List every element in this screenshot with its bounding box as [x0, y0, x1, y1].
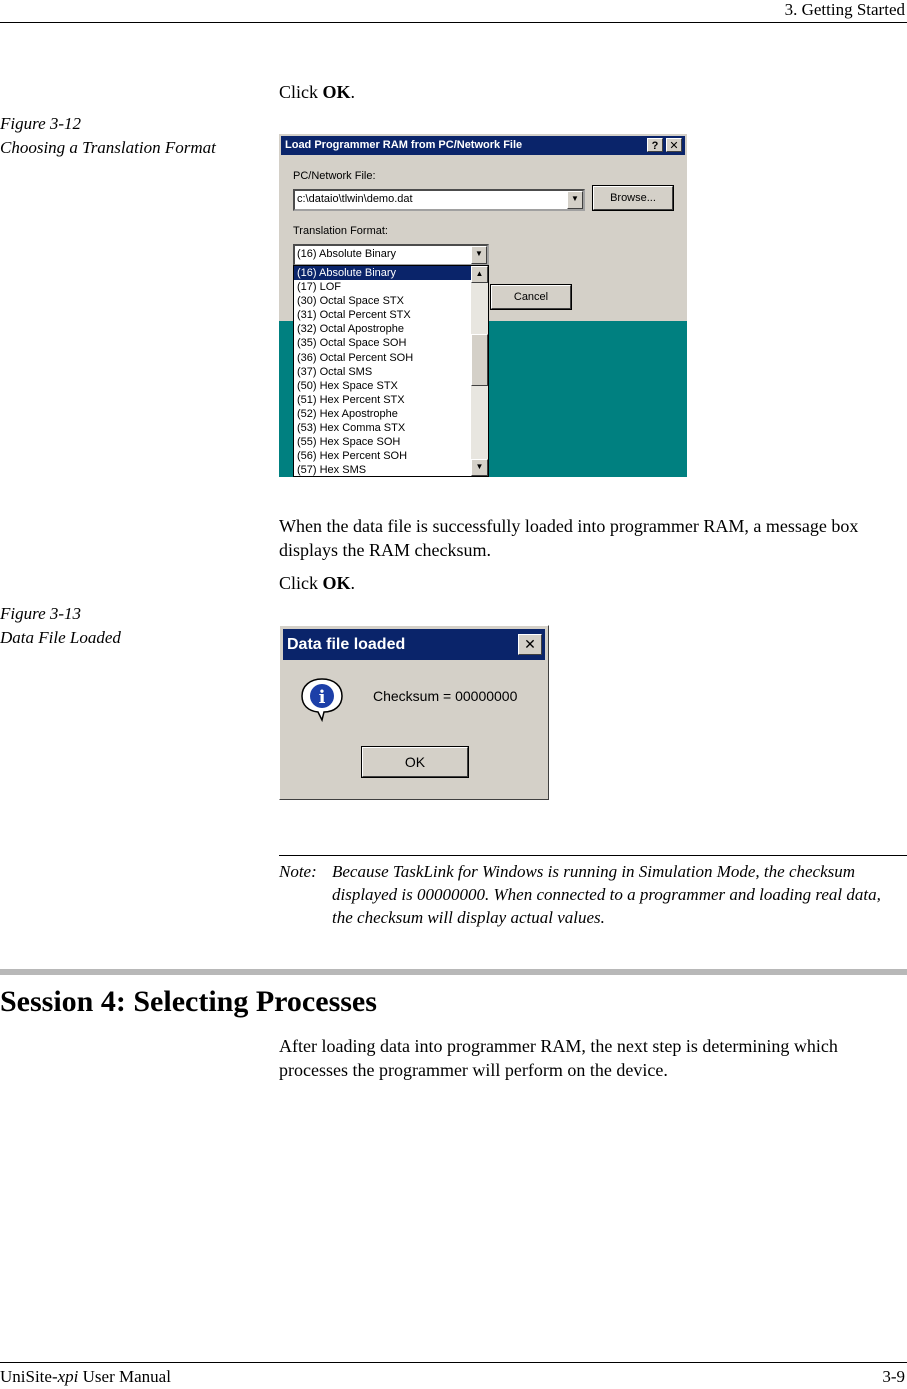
section-heading: Session 4: Selecting Processes [0, 985, 377, 1018]
file-combo[interactable] [293, 189, 585, 211]
figure-number: Figure 3-13 [0, 604, 82, 623]
load-success-paragraph: When the data file is successfully loaded into programmer RAM, a message box displays the RAM checksum. [279, 516, 859, 560]
list-item[interactable]: (32) Octal Apostrophe [297, 323, 405, 336]
list-item[interactable]: (31) Octal Percent STX [297, 309, 411, 322]
checksum-message: Checksum = 00000000 [373, 688, 518, 704]
list-item[interactable]: (55) Hex Space SOH [297, 436, 401, 449]
data-file-loaded-dialog [279, 625, 549, 800]
format-value: (16) Absolute Binary [297, 248, 397, 260]
ok-button[interactable]: OK [362, 747, 468, 777]
note-block [279, 860, 907, 929]
figure-caption-3-12 [0, 112, 216, 160]
note-rule [279, 855, 907, 856]
figure-title: Choosing a Translation Format [0, 138, 216, 157]
list-item[interactable]: (57) Hex SMS [297, 464, 367, 477]
list-item[interactable]: (56) Hex Percent SOH [297, 450, 408, 463]
dialog-title-bar [281, 136, 685, 155]
chevron-down-icon[interactable]: ▼ [471, 246, 487, 264]
cancel-button[interactable]: Cancel [491, 285, 571, 309]
list-item[interactable]: (30) Octal Space STX [297, 295, 404, 308]
figure-number: Figure 3-12 [0, 114, 82, 133]
file-value: c:\dataio\tlwin\demo.dat [297, 193, 413, 205]
close-icon[interactable]: ✕ [666, 138, 682, 152]
figure-title: Data File Loaded [0, 628, 121, 647]
page-number: 3-9 [882, 1367, 905, 1386]
format-combo[interactable] [293, 244, 489, 266]
dialog-title: Load Programmer RAM from PC/Network File [285, 139, 523, 151]
scroll-down-icon[interactable]: ▼ [471, 459, 488, 476]
header-rule [0, 22, 907, 23]
info-icon [298, 676, 346, 722]
help-button[interactable]: ? [647, 138, 663, 152]
list-scrollbar[interactable] [471, 266, 488, 476]
list-item[interactable]: (17) LOF [297, 281, 342, 294]
note-text: Because TaskLink for Windows is running in Simulation Mode, the checksum displayed is 00000000. When connected to a programmer and loading real data, the checksum will display actual values. [332, 862, 881, 927]
dialog-title-bar [283, 629, 545, 660]
format-listbox[interactable] [293, 265, 489, 477]
list-item[interactable]: (52) Hex Apostrophe [297, 407, 398, 420]
step-click-ok-2: Click OK. [279, 573, 356, 593]
ok-emphasis: OK [322, 82, 351, 102]
browse-button[interactable]: Browse... [593, 186, 673, 210]
chapter-header: 3. Getting Started [784, 0, 905, 19]
list-item[interactable]: (35) Octal Space SOH [297, 337, 407, 350]
load-ram-dialog [279, 134, 687, 477]
list-item[interactable]: (50) Hex Space STX [297, 379, 398, 392]
step-click-ok-1: Click OK. [279, 82, 356, 102]
close-icon[interactable]: ✕ [518, 634, 542, 655]
footer-rule [0, 1362, 907, 1363]
list-item[interactable]: (51) Hex Percent STX [297, 393, 405, 406]
figure-caption-3-13 [0, 602, 121, 650]
scroll-thumb[interactable] [471, 334, 488, 386]
section-rule [0, 969, 907, 975]
manual-title: UniSite-xpi User Manual [0, 1367, 171, 1386]
info-glyph: i [318, 687, 326, 708]
list-item[interactable]: (36) Octal Percent SOH [297, 351, 414, 364]
dialog-title: Data file loaded [287, 636, 406, 653]
list-item[interactable]: (16) Absolute Binary [294, 266, 473, 280]
list-item[interactable]: (53) Hex Comma STX [297, 422, 406, 435]
scroll-up-icon[interactable]: ▲ [471, 266, 488, 283]
ok-emphasis: OK [322, 573, 351, 593]
chevron-down-icon[interactable]: ▼ [567, 191, 583, 209]
file-label: PC/Network File: [293, 170, 376, 182]
format-label: Translation Format: [293, 225, 388, 237]
list-item[interactable]: (37) Octal SMS [297, 365, 373, 378]
note-label: Note: [279, 862, 317, 881]
section-paragraph: After loading data into programmer RAM, the next step is determining which processes the programmer will perform on the device. [279, 1036, 838, 1080]
